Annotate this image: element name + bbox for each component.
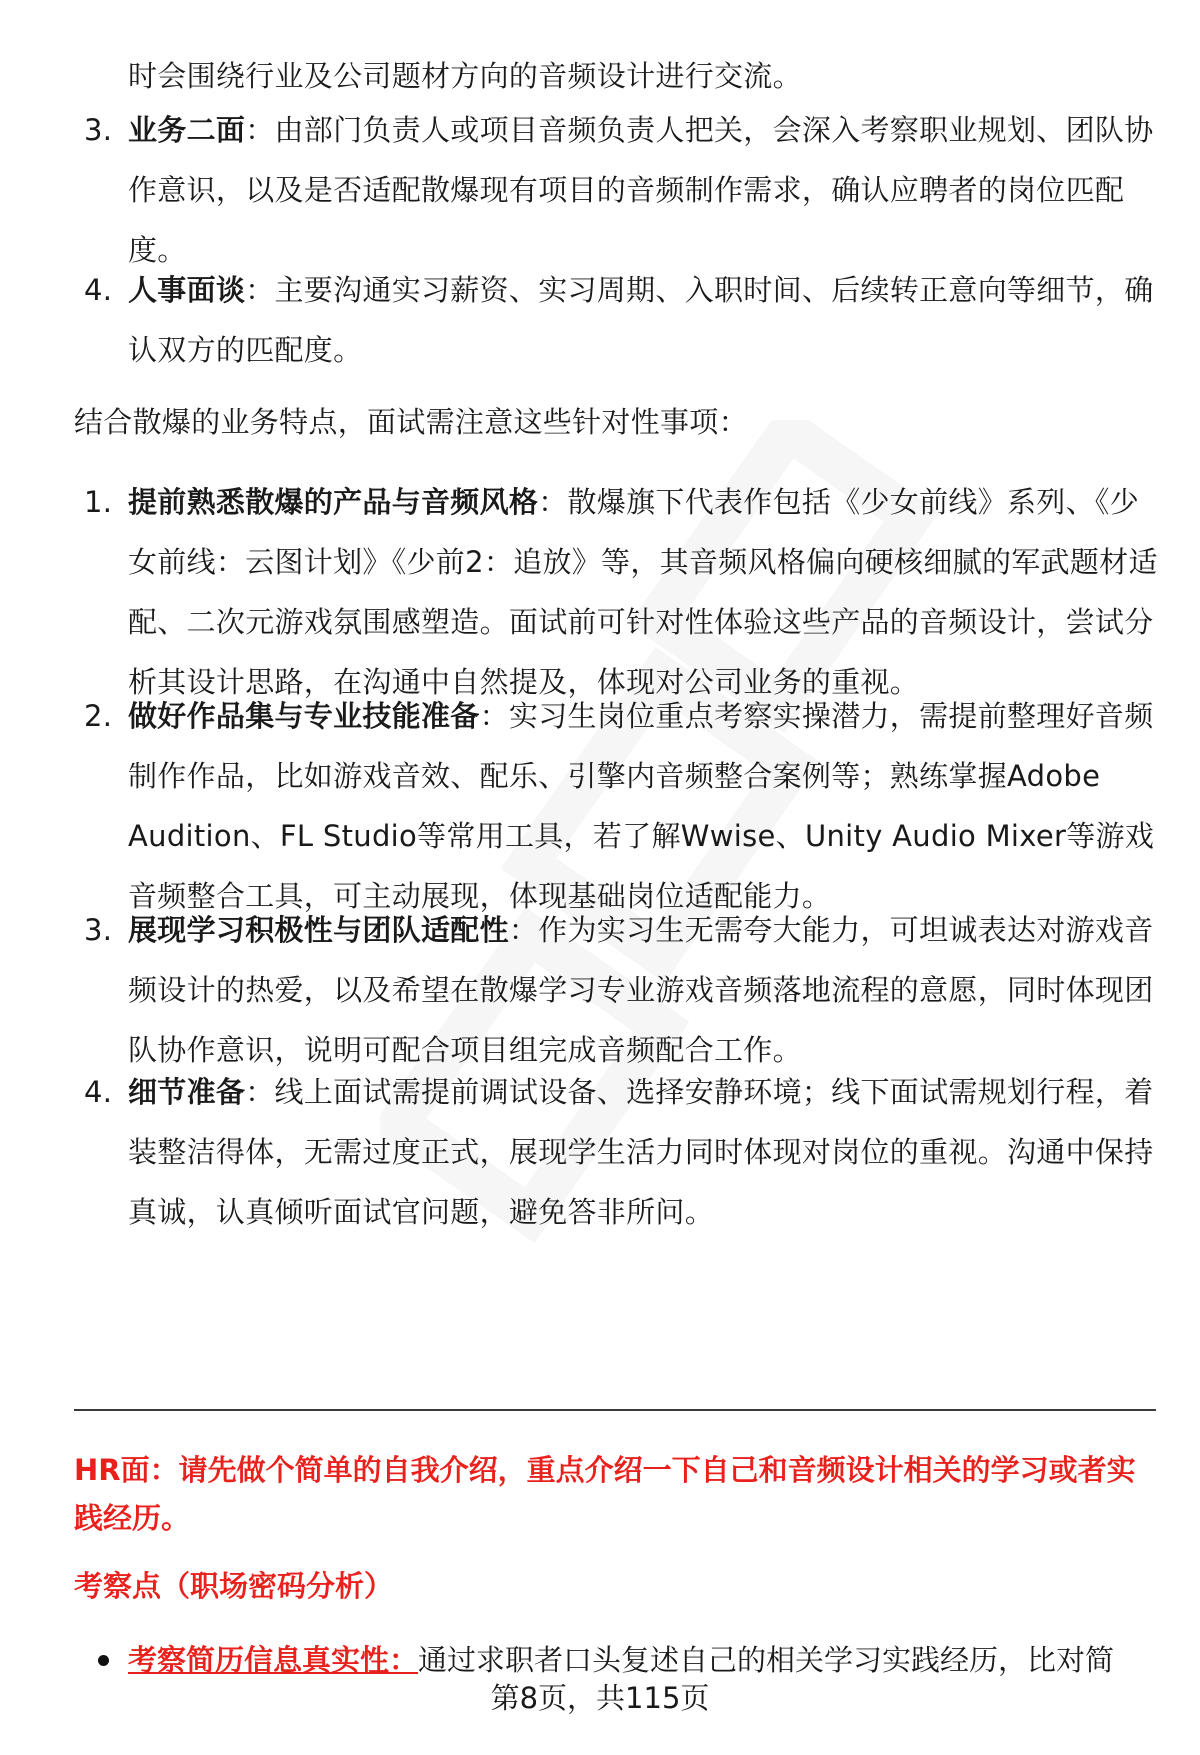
note-item-product-familiarity [128, 472, 1158, 712]
note-text: ：线上面试需提前调试设备、选择安静环境；线下面试需规划行程，着装整洁得体，无需过度正式，展现学生活力同时体现对岗位的重视。沟通中保持真诚，认真倾听面试官问题，避免答非所问。 [128, 1075, 1154, 1229]
note-number: 2. [84, 699, 113, 733]
note-item-details [128, 1062, 1158, 1242]
section-title: 考察点（职场密码分析） [74, 1569, 394, 1603]
note-number: 4. [84, 1075, 113, 1109]
process-item-number: 4. [84, 273, 113, 307]
note-title: 细节准备 [128, 1075, 246, 1109]
note-text: ：实习生岗位重点考察实操潜力，需提前整理好音频制作作品，比如游戏音效、配乐、引擎内音频整合案例等；熟练掌握Adobe Audition、FL Studio等常用工具，若了解Wwise、Unity Audio Mixer等游戏音频整合工具，可主动展现，体现基础岗位适配能力。 [128, 699, 1155, 913]
bullet-title: 考察简历信息真实性： [128, 1643, 419, 1677]
bullet-text: 通过求职者口头复述自己的相关学习实践经历，比对简 [418, 1643, 1115, 1677]
note-item-portfolio [128, 686, 1158, 926]
note-number: 3. [84, 913, 113, 947]
note-item-learning-attitude [128, 900, 1158, 1080]
process-item-text: ：主要沟通实习薪资、实习周期、入职时间、后续转正意向等细节，确认双方的匹配度。 [128, 273, 1154, 367]
process-item-business-second [128, 100, 1158, 280]
process-item-text: ：由部门负责人或项目音频负责人把关，会深入考察职业规划、团队协作意识，以及是否适配散爆现有项目的音频制作需求，确认应聘者的岗位匹配度。 [128, 113, 1154, 267]
note-number: 1. [84, 485, 113, 519]
notes-intro: 结合散爆的业务特点，面试需注意这些针对性事项： [74, 405, 748, 439]
note-text: ：作为实习生无需夸大能力，可坦诚表达对游戏音频设计的热爱，以及希望在散爆学习专业游戏音频落地流程的意愿，同时体现团队协作意识，说明可配合项目组完成音频配合工作。 [128, 913, 1154, 1067]
bullet-icon [98, 1655, 109, 1666]
note-title: 展现学习积极性与团队适配性 [128, 913, 509, 947]
process-item-number: 3. [84, 113, 113, 147]
note-title: 提前熟悉散爆的产品与音频风格 [128, 485, 539, 519]
note-title: 做好作品集与专业技能准备 [128, 699, 480, 733]
page-number: 第8页，共115页 [490, 1681, 710, 1715]
section-divider [74, 1409, 1156, 1411]
note-text: ：散爆旗下代表作包括《少女前线》系列、《少女前线：云图计划》《少前2：追放》等，其音频风格偏向硬核细腻的军武题材适配、二次元游戏氛围感塑造。面试前可针对性体验这些产品的音频设计，尝试分析其设计思路，在沟通中自然提及，体现对公司业务的重视。 [128, 485, 1158, 699]
intro-continuation: 时会围绕行业及公司题材方向的音频设计进行交流。 [128, 59, 802, 93]
hr-question: HR面：请先做个简单的自我介绍，重点介绍一下自己和音频设计相关的学习或者实践经历。 [74, 1453, 1136, 1535]
process-item-hr-talk [128, 260, 1158, 380]
process-item-title: 人事面谈 [128, 273, 246, 307]
process-item-title: 业务二面 [128, 113, 246, 147]
